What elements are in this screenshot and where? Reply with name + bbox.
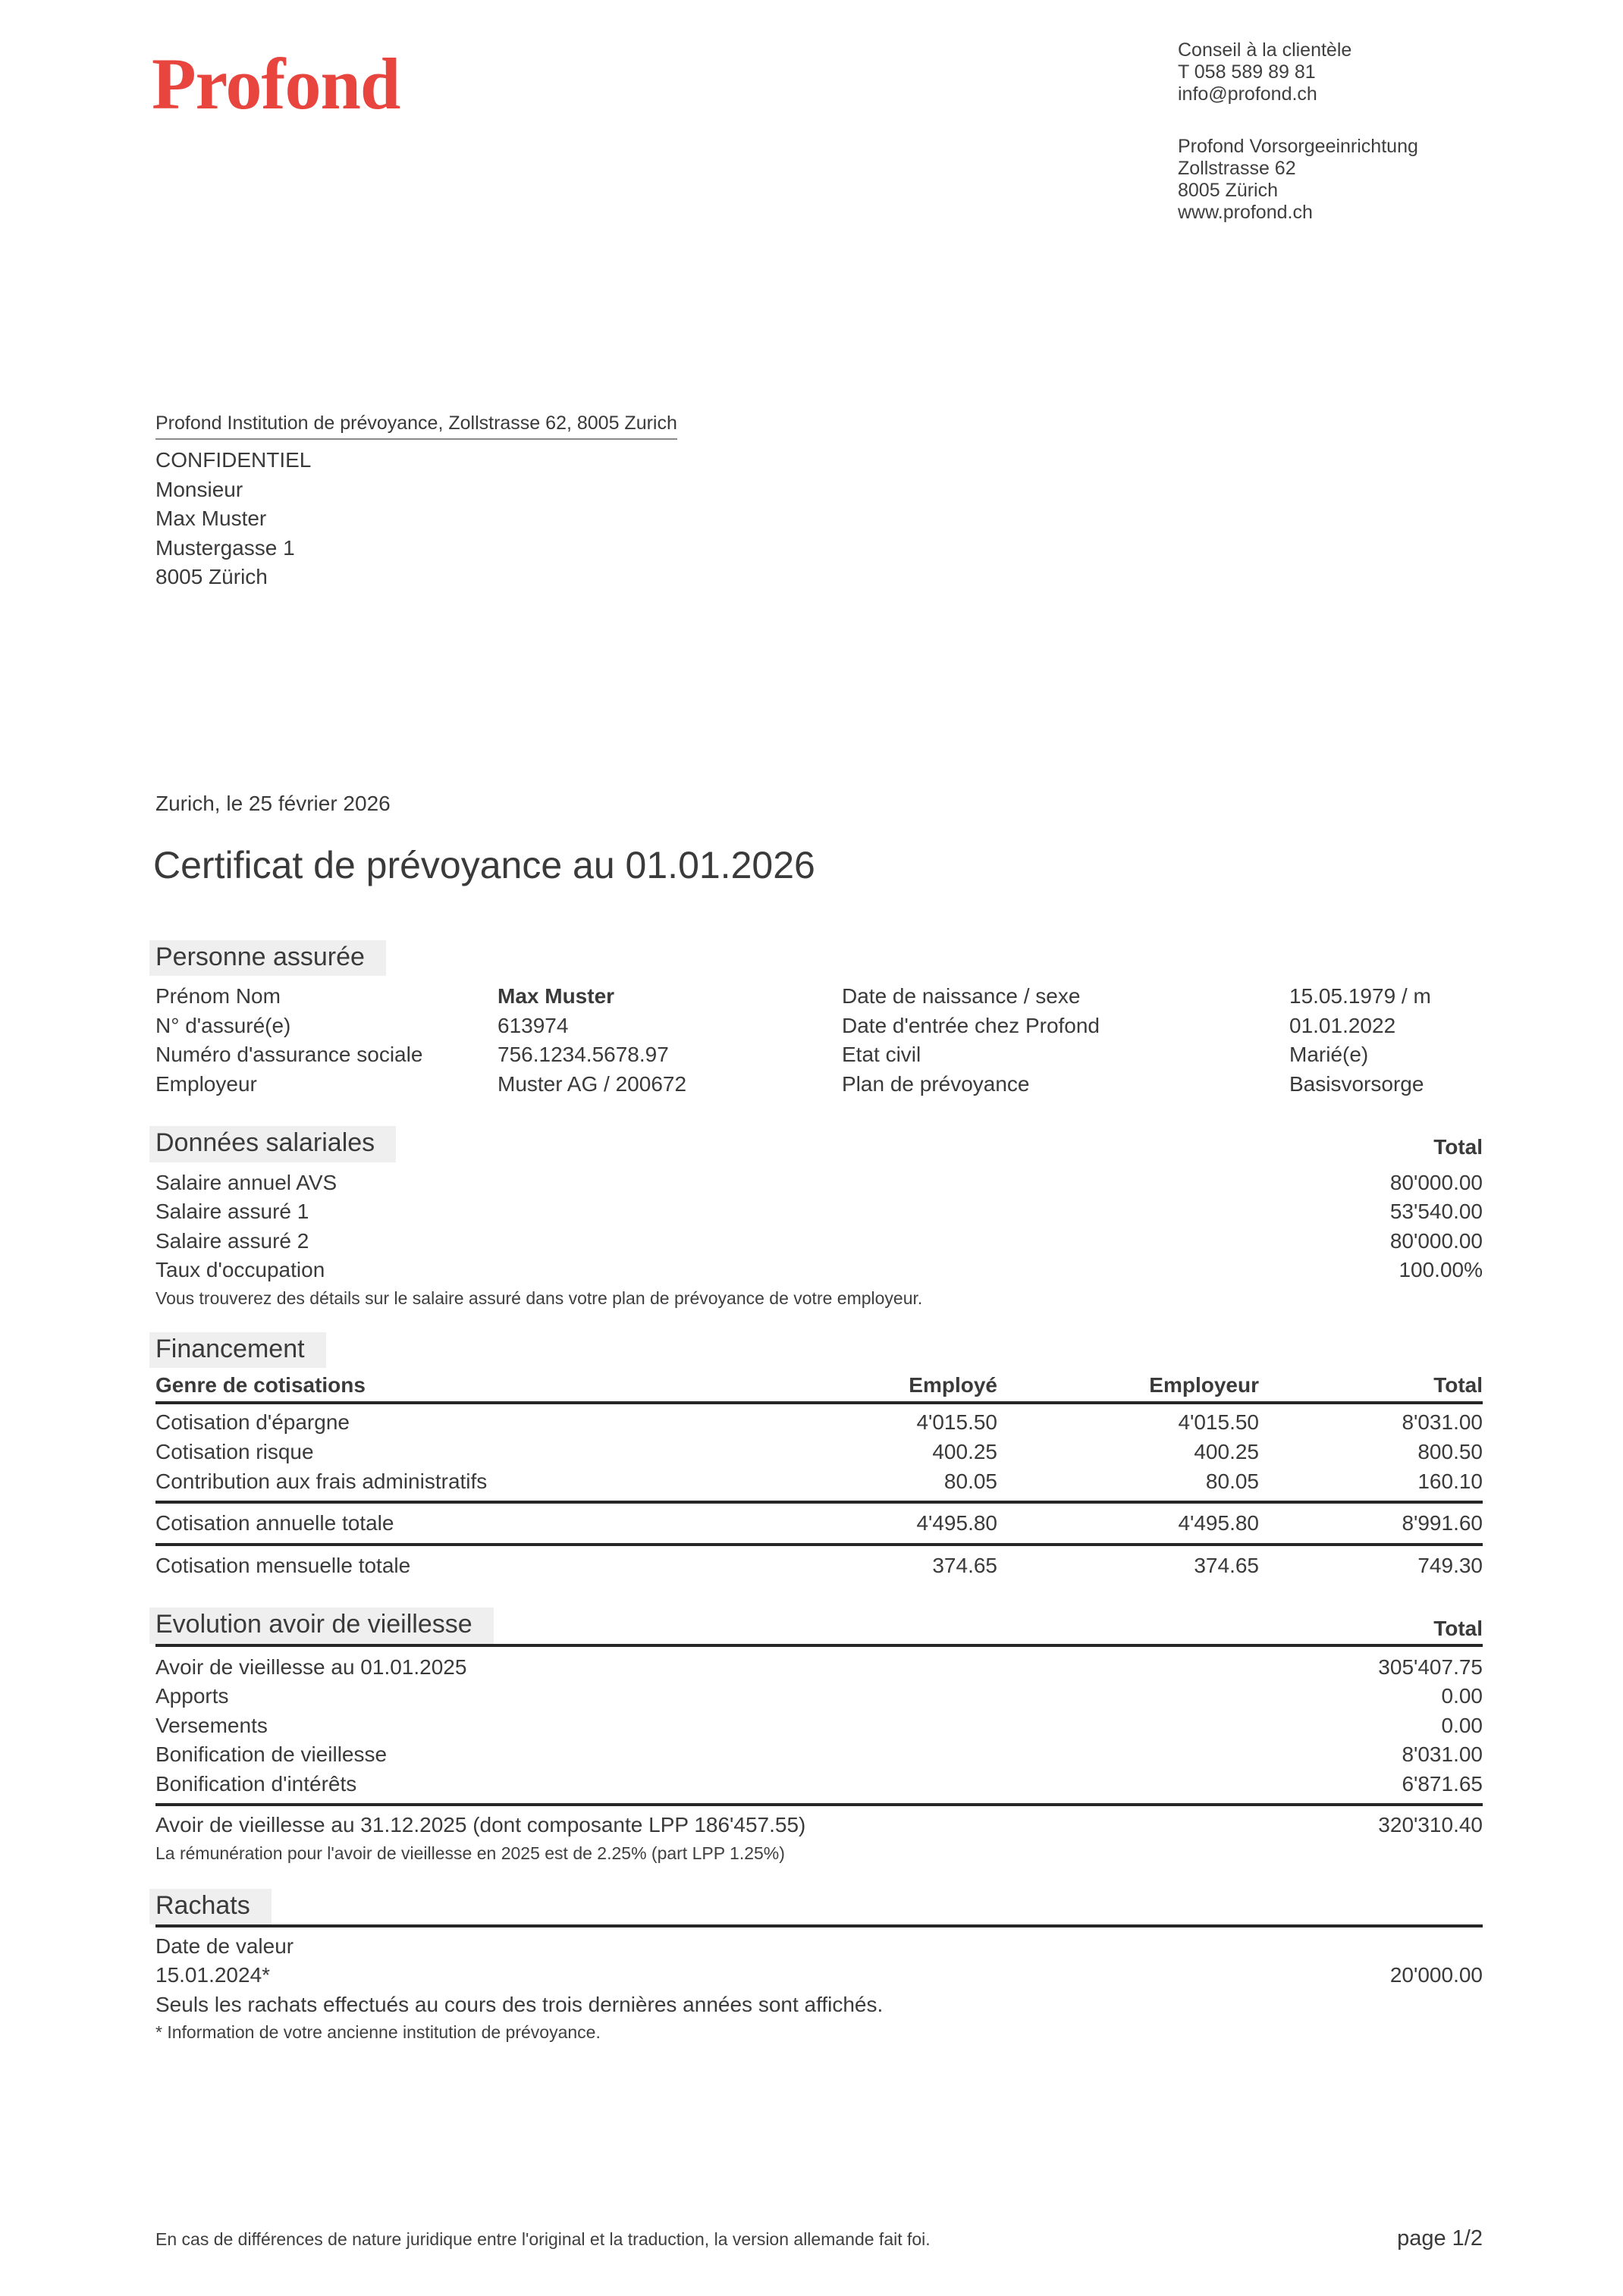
cell-value: 374.65: [1194, 1554, 1259, 1578]
contact-service-label: Conseil à la clientèle: [1178, 39, 1352, 61]
field-value: Max Muster: [498, 984, 615, 1008]
table-row: [155, 1407, 1483, 1437]
cell-value: 374.65: [932, 1554, 997, 1578]
field-value: 305'407.75: [1378, 1655, 1483, 1679]
field-label: Bonification d'intérêts: [155, 1771, 357, 1796]
field-label: Salaire annuel AVS: [155, 1170, 337, 1194]
section-repurchases: [155, 1889, 1483, 2044]
table-row: [155, 982, 1483, 1012]
cell-value: 4'015.50: [1178, 1410, 1259, 1435]
field-value: Muster AG / 200672: [498, 1071, 687, 1096]
repurchases-footnote: * Information de votre ancienne institution de prévoyance.: [155, 2022, 601, 2043]
table-row: [155, 1012, 1483, 1041]
table-row: [155, 1990, 1483, 2020]
section-salary: [155, 1126, 1483, 1309]
recipient-block: [155, 408, 677, 592]
sender-line: Profond Institution de prévoyance, Zollstrasse 62, 8005 Zurich: [155, 412, 677, 440]
table-total-row: [155, 1504, 1483, 1546]
field-label: Versements: [155, 1713, 268, 1737]
cell-value: 4'495.80: [1178, 1511, 1259, 1535]
recipient-confidential: CONFIDENTIEL: [155, 448, 312, 472]
recipient-city: 8005 Zürich: [155, 565, 268, 588]
contact-email: info@profond.ch: [1178, 83, 1317, 105]
field-value: 6'871.65: [1402, 1771, 1483, 1796]
contact-street: Zollstrasse 62: [1178, 158, 1296, 179]
recipient-name: Max Muster: [155, 507, 267, 530]
table-total-row: [155, 1803, 1483, 1840]
section-evolution: [155, 1608, 1483, 1864]
field-label: Cotisation mensuelle totale: [155, 1554, 411, 1578]
evolution-table: [155, 1653, 1483, 1840]
salary-table: [155, 1168, 1483, 1285]
field-label: Taux d'occupation: [155, 1258, 325, 1282]
cell-value: 749.30: [1417, 1554, 1483, 1578]
evolution-note: La rémunération pour l'avoir de vieillesse en 2025 est de 2.25% (part LPP 1.25%): [155, 1843, 785, 1863]
table-row: [155, 1227, 1483, 1256]
cell-value: 8'031.00: [1402, 1410, 1483, 1435]
column-header: Total: [1433, 1373, 1483, 1397]
table-row: [155, 1932, 1483, 1962]
table-row: [155, 1437, 1483, 1466]
table-row: [155, 1682, 1483, 1711]
table-row: [155, 1040, 1483, 1070]
field-label: Apports: [155, 1684, 229, 1708]
field-value: 8'031.00: [1402, 1742, 1483, 1767]
field-label: Avoir de vieillesse au 01.01.2025: [155, 1655, 467, 1679]
field-value: 0.00: [1441, 1684, 1483, 1708]
field-value: 320'310.40: [1378, 1813, 1483, 1837]
field-value: Marié(e): [1289, 1043, 1369, 1067]
table-row: [155, 1961, 1483, 1990]
field-value: 756.1234.5678.97: [498, 1043, 669, 1067]
section-heading-person: Personne assurée: [149, 940, 386, 976]
table-row: [155, 1711, 1483, 1741]
section-heading-repurchases: Rachats: [149, 1889, 272, 1924]
page-footer: [155, 2226, 1483, 2251]
person-table: [155, 982, 1483, 1099]
field-value: 100.00%: [1399, 1258, 1483, 1282]
page-number: page 1/2: [1397, 2226, 1483, 2251]
repurchases-table: [155, 1932, 1483, 2020]
column-header: Employé: [909, 1373, 997, 1397]
field-label: N° d'assuré(e): [155, 1013, 291, 1037]
field-label: Bonification de vieillesse: [155, 1742, 388, 1767]
recipient-salutation: Monsieur: [155, 477, 243, 501]
field-label: Avoir de vieillesse au 31.12.2025 (dont composante LPP 186'457.55): [155, 1813, 806, 1837]
column-header: Genre de cotisations: [155, 1373, 366, 1397]
field-value: Basisvorsorge: [1289, 1071, 1424, 1096]
field-label: Date de naissance / sexe: [842, 984, 1081, 1008]
table-row: [155, 1770, 1483, 1799]
salary-note: Vous trouverez des détails sur le salaire assuré dans votre plan de prévoyance de votre employeur.: [155, 1288, 923, 1308]
contact-city: 8005 Zürich: [1178, 180, 1279, 201]
financing-table: [155, 1371, 1483, 1580]
contact-phone: T 058 589 89 81: [1178, 61, 1316, 83]
field-value: 0.00: [1441, 1713, 1483, 1737]
document-content: [155, 940, 1483, 2044]
table-row: [155, 1256, 1483, 1285]
cell-value: 80.05: [1205, 1470, 1259, 1494]
contact-website: www.profond.ch: [1178, 202, 1313, 223]
cell-value: 160.10: [1417, 1470, 1483, 1494]
footer-legal-text: En cas de différences de nature juridique entre l'original et la traduction, la version allemande fait foi.: [155, 2229, 931, 2249]
cell-value: 4'495.80: [916, 1511, 997, 1535]
column-header: Employeur: [1149, 1373, 1259, 1397]
table-row: [155, 1740, 1483, 1770]
field-label: Salaire assuré 2: [155, 1228, 309, 1253]
field-value: 613974: [498, 1013, 569, 1037]
cell-value: 80.05: [943, 1470, 997, 1494]
repurchase-amount: 20'000.00: [1389, 1963, 1483, 1987]
repurchase-date: 15.01.2024*: [155, 1963, 271, 1987]
section-heading-evolution: Evolution avoir de vieillesse: [149, 1608, 494, 1643]
recipient-street: Mustergasse 1: [155, 535, 295, 560]
field-label: Cotisation annuelle totale: [155, 1511, 394, 1535]
table-row: [155, 1070, 1483, 1099]
table-row: [155, 1546, 1483, 1580]
table-row: [155, 1466, 1483, 1496]
cell-value: 8'991.60: [1402, 1511, 1483, 1535]
cell-value: 4'015.50: [916, 1410, 997, 1435]
field-label: Cotisation risque: [155, 1440, 314, 1464]
field-label: Plan de prévoyance: [842, 1071, 1030, 1096]
field-value: 80'000.00: [1389, 1228, 1483, 1253]
section-heading-salary: Données salariales: [149, 1126, 396, 1162]
field-label: Numéro d'assurance sociale: [155, 1043, 423, 1067]
section-heading-financing: Financement: [149, 1332, 326, 1368]
field-value: 80'000.00: [1389, 1170, 1483, 1194]
contact-company-name: Profond Vorsorgeeinrichtung: [1178, 136, 1418, 157]
cell-value: 400.25: [932, 1440, 997, 1464]
table-row: [155, 1168, 1483, 1198]
field-label: Prénom Nom: [155, 984, 281, 1008]
section-person: [155, 940, 1483, 1099]
field-label: Contribution aux frais administratifs: [155, 1470, 488, 1494]
company-logo: Profond: [152, 43, 400, 124]
field-label: Cotisation d'épargne: [155, 1410, 350, 1435]
field-label: Etat civil: [842, 1043, 921, 1067]
salary-total-column-label: Total: [1433, 1134, 1483, 1159]
evolution-total-column-label: Total: [1433, 1616, 1483, 1640]
table-row: [155, 1653, 1483, 1683]
field-value: 01.01.2022: [1289, 1013, 1396, 1037]
field-label: Salaire assuré 1: [155, 1200, 309, 1224]
cell-value: 400.25: [1194, 1440, 1259, 1464]
field-label: Date d'entrée chez Profond: [842, 1013, 1100, 1037]
field-value: 15.05.1979 / m: [1289, 984, 1431, 1008]
table-row: [155, 1197, 1483, 1227]
contact-block: [1178, 39, 1418, 224]
field-label: Employeur: [155, 1071, 257, 1096]
document-title: Certificat de prévoyance au 01.01.2026: [153, 844, 815, 886]
table-header-row: [155, 1371, 1483, 1404]
field-value: 53'540.00: [1389, 1200, 1483, 1224]
section-financing: [155, 1332, 1483, 1580]
cell-value: 800.50: [1417, 1440, 1483, 1464]
field-label: Date de valeur: [155, 1934, 294, 1958]
repurchases-note-display: Seuls les rachats effectués au cours des trois dernières années sont affichés.: [155, 1992, 884, 2016]
date-line: Zurich, le 25 février 2026: [155, 792, 391, 815]
